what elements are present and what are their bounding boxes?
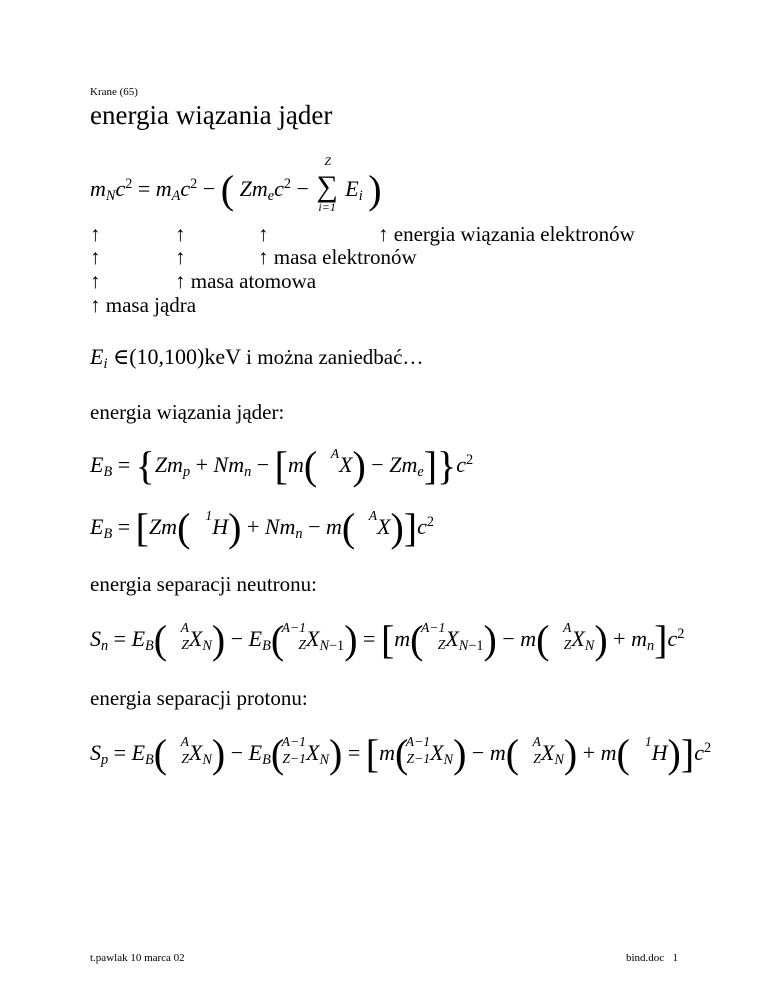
annotation-nuclear-mass <box>90 293 196 318</box>
footer-author-date: t.pawlak 10 marca 02 <box>90 952 185 964</box>
equation-neutron-separation: $S_n = E_B$( A Z $X_N) - E_B$( A−1 Z $X_{N-1}) = [m$( A−1 Z $X_{N-1}) - m$( A Z $X_N) + m_n]c^2$ <box>90 617 685 662</box>
arrow-up-icon: ↑ <box>258 222 269 246</box>
arrow-up-icon: ↑ <box>175 222 186 246</box>
annotation-atomic-mass <box>175 269 316 294</box>
equation-nuclear-mass: $m_Nc^2 = m_Ac^2$ − ( $Zm_ec^2$ − Z ∑ i=1 $E_i$ ) <box>90 154 382 214</box>
arrow-up-icon: ↑ <box>90 293 101 317</box>
annotation-electron-mass <box>258 245 417 270</box>
label-nuclear-mass: masa jądra <box>105 293 197 317</box>
ei-range-note: $E_i$ ∈(10,100)keV i można zaniedbać… <box>90 344 424 373</box>
label-binding-electrons: energia wiązania elektronów <box>393 222 635 246</box>
arrow-up-icon: ↑ <box>90 269 101 293</box>
section-proton-separation-heading: energia separacji protonu: <box>90 686 308 710</box>
section-binding-energy-heading: energia wiązania jąder: <box>90 400 285 424</box>
equation-binding-energy-2: $E_B = [Zm$( 1 $H) + Nm_n - m$( A $X)]c^2$ <box>90 505 435 550</box>
equation-binding-energy-1: $E_B = \{Zm_p + Nm_n - [m$( A $X) - Zm_e]\}c^2$ <box>90 443 474 488</box>
label-atomic-mass: masa atomowa <box>190 269 317 293</box>
arrow-up-icon: ↑ <box>258 245 269 269</box>
footer-file-page: bind.doc 1 <box>626 952 678 964</box>
equation-proton-separation: $S_p = E_B$( A Z $X_N) - E_B$( A−1 Z−1 $X_N) = [m$( A−1 Z−1 $X_N) - m$( A Z $X_N) + m$( 1 $H)]c^2$ <box>90 731 712 776</box>
label-electron-mass: masa elektronów <box>273 245 417 269</box>
header-reference: Krane (65) <box>90 86 138 98</box>
ei-note-text: i można zaniedbać… <box>246 345 424 369</box>
arrow-up-icon: ↑ <box>175 245 186 269</box>
arrow-up-icon: ↑ <box>175 269 186 293</box>
arrow-up-icon: ↑ <box>90 245 101 269</box>
annotation-row-1 <box>90 222 101 247</box>
annotation-binding-electrons <box>378 222 635 247</box>
ei-range: (10,100)keV <box>129 344 241 369</box>
page-title: energia wiązania jąder <box>90 100 333 130</box>
arrow-up-icon: ↑ <box>90 222 101 246</box>
arrow-up-icon: ↑ <box>378 222 389 246</box>
section-neutron-separation-heading: energia separacji neutronu: <box>90 572 318 596</box>
